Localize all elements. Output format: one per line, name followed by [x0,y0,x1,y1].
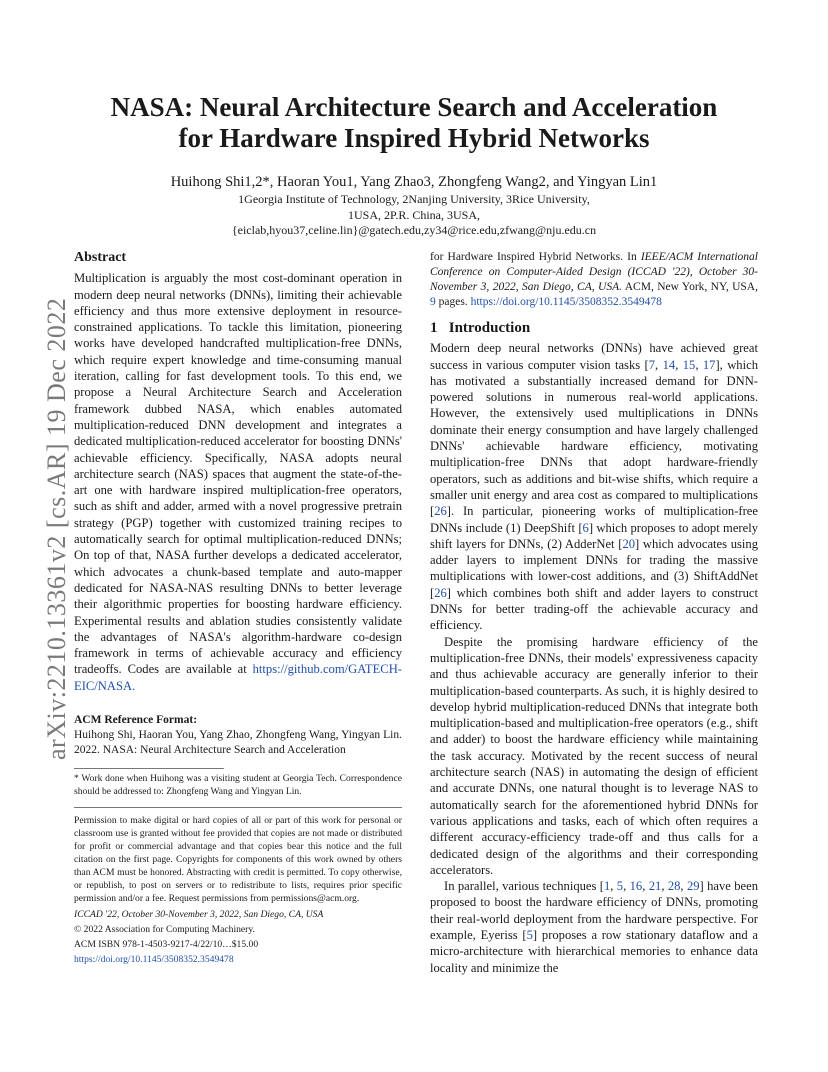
right-column [430,250,758,976]
intro-p1-f: ] which advocates using adder layers to implement DNNs for trading the massive multiplications with lower-cost additions, and (3) ShiftAddNet [ [430,536,758,600]
acm-ref-text: Huihong Shi, Haoran You, Yang Zhao, Zhongfeng Wang, Yingyan Lin. 2022. NASA: Neural Architecture Search and Acceleration [74,729,402,757]
acm-ref-heading: ACM Reference Format: [74,714,198,727]
title-line-1: NASA: Neural Architecture Search and Acceleration [110,92,718,122]
venue-line: ICCAD '22, October 30-November 3, 2022, San Diego, CA, USA [74,908,324,920]
citation-20[interactable]: 20 [622,536,636,551]
intro-p1-a: Modern deep neural networks (DNNs) have achieved great success in various computer vision tasks [ [430,341,758,372]
acm-ref-venue: IEEE/ACM International Conference on Computer-Aided Design (ICCAD '22), October 30-November 3, 2022, San Diego, CA, USA. [430,251,758,293]
isbn-line: ACM ISBN 978-1-4503-9217-4/22/10…$15.00 [74,938,259,950]
affiliations [0,192,828,239]
acm-ref-cont-a: for Hardware Inspired Hybrid Networks. In [430,251,641,263]
intro-heading-number: 1 [430,320,438,336]
acm-ref-continued [430,250,758,310]
intro-paragraph-2: Despite the promising hardware efficiency of the multiplication-free DNNs, their models' expressiveness capacity and thus achievable accuracy are generally inferior to their multiplication-based counterparts. As such, it is highly desired to develop hybrid multiplication-reduced DNNs that integrate both multiplication-based and multiplication-free operators (e.g., shift and adder) to boost the hardware efficiency while maintaining the task accuracy. Motivated by the recent success of neural architecture search (NAS) in automating the design of efficient and accurate DNNs, one natural thought is to leverage NAS to automatically search for the aforementioned hybrid DNNs for various applications and tasks, each of which often requires a different accuracy-efficiency trade-off and thus calls for a dedicated design of the algorithms and their corresponding accelerators. [430,634,758,877]
abstract-text [74,270,402,694]
citation-26b[interactable]: 26 [434,585,447,600]
citation-16[interactable]: 16 [629,879,643,894]
intro-p1-g: ] which combines both shift and adder layers to construct DNNs for better trading-off the achievable accuracy and efficiency. [430,585,758,633]
intro-p1-e: ] which proposes to adopt merely shift layers for DNNs, (2) AdderNet [ [430,520,758,551]
citation-29[interactable]: 29 [686,879,700,894]
citation-5b[interactable]: 5 [526,927,533,942]
footnote-rule [74,768,402,799]
permission-block [74,807,402,966]
citation-17[interactable]: 17 [702,357,716,372]
intro-p3-c: ] proposes a row stationary dataflow and a micro-architecture with hierarchical memories to enhance data locality and minimize the [430,927,758,975]
acm-ref-cont-c: pages. [435,296,471,308]
citation-28[interactable]: 28 [667,879,681,894]
citation-15[interactable]: 15 [682,357,696,372]
acm-doi-link[interactable]: https://doi.org/10.1145/3508352.3549478 [470,296,662,308]
intro-p3-b: ] have been proposed to boost the hardware efficiency of DNNs, promoting their real-world deployment from the hardware perspective. For example, Eyeriss [ [430,879,759,942]
author-list: Huihong Shi1,2*, Haoran You1, Yang Zhao3, Zhongfeng Wang2, and Yingyan Lin1 [170,174,658,190]
pages-link[interactable]: 9 [430,296,436,308]
citation-26[interactable]: 26 [434,504,447,519]
footnote-text: * Work done when Huihong was a visiting student at Georgia Tech. Correspondence should be addressed to: Zhongfeng Wang and Yingyan Lin. [74,773,402,798]
author-emails: {eiclab,hyou37,celine.lin}@gatech.edu,zy34@rice.edu,zfwang@nju.edu.cn [231,223,597,238]
intro-paragraph-1: Modern deep neural networks (DNNs) have achieved great success in various computer vision tasks [7, 14, 15, 17], which has motivated a substantially increased demand for DNN-powered solutions in numerous real-world applications. However, the extensively used multiplications in DNNs dominate their energy consumption and have largely challenged DNNs' achievable hardware efficiency, motivating multiplication-free DNNs that adopt hardware-friendly operators, such as additions and bit-wise shifts, which require a smaller unit energy and area cost as compared to multiplications [26]. In particular, pioneering works of multiplication-free DNNs include (1) DeepShift [6] which proposes to adopt merely shift layers for DNNs, (2) AdderNet [20] which advocates using adder layers to implement DNNs for trading the massive multiplications with lower-cost additions, and (3) ShiftAddNet [26] which combines both shift and adder layers to construct DNNs for better trading-off the achievable accuracy and efficiency. [430,341,758,633]
copyright-line: © 2022 Association for Computing Machinery. [74,923,255,935]
intro-paragraph-3: In parallel, various techniques [1, 5, 16, 21, 28, 29] have been proposed to boost the hardware efficiency of DNNs, promoting their real-world deployment from the hardware perspective. For example, Eyeriss [5] proposes a row stationary dataflow and a micro-architecture with hierarchical memories to enhance data locality and minimize the [430,879,759,975]
arxiv-sidebar [22,280,71,760]
paper-title [0,92,828,154]
acm-ref-cont-b: ACM, New York, NY, USA, [621,281,758,293]
citation-21[interactable]: 21 [648,879,662,894]
citation-6[interactable]: 6 [582,520,589,535]
intro-p3-a: In parallel, various techniques [ [444,879,604,894]
citation-1[interactable]: 1 [603,879,611,894]
citation-5[interactable]: 5 [616,879,624,894]
title-line-2: for Hardware Inspired Hybrid Networks [178,123,650,153]
intro-p1-b: ], which has motivated a substantially increased demand for DNN-powered solutions in numerous real-world applications. However, the extensively used multiplications in DNNs dominate their energy consumption and have largely challenged DNNs' achievable hardware efficiency, motivating multiplication-free DNNs that adopt hardware-friendly operators, such as additions and bit-wise shifts, which require a smaller unit energy and area cost as compared to multiplications [ [430,357,758,519]
citation-14[interactable]: 14 [662,357,676,372]
citation-7[interactable]: 7 [648,357,656,372]
abstract-body: Multiplication is arguably the most cost-dominant operation in modern deep neural networks (DNNs), limiting their achievable efficiency and thus more extensive deployment in resource-constrained applications. To tackle this limitation, pioneering works have developed handcrafted multiplication-free DNNs, which require expert knowledge and time-consuming manual iteration, calling for fast development tools. To this end, we propose a Neural Architecture Search and Acceleration framework dubbed NASA, which enables automated multiplication-reduced DNN development and integrates a dedicated multiplication-reduced accelerator for boosting DNNs' achievable efficiency. Specifically, NASA adopts neural architecture search (NAS) spaces that augment the state-of-the-art one with hardware inspired multiplication-free operators, such as shift and adder, armed with a novel progressive pretrain strategy (PGP) together with customized training recipes to automatically search for optimal multiplication-reduced DNNs; On top of that, NASA further develops a dedicated accelerator, which advocates a chunk-based template and auto-mapper dedicated for NASA-NAS resulting DNNs to better leverage their algorithmic properties for boosting hardware efficiency. Experimental results and ablation studies consistently validate the advantages of NASA's algorithm-hardware co-design framework in terms of achievable accuracy and efficiency tradeoffs. Codes are available at [74,271,402,677]
affiliation-institutions: 1Georgia Institute of Technology, 2Nanjing University, 3Rice University, [238,192,590,206]
left-column [74,250,402,968]
intro-heading [430,320,758,336]
permission-text: Permission to make digital or hard copies of all or part of this work for personal or classroom use is granted without fee provided that copies are not made or distributed for profit or commercial advantage and that copies bear this notice and the full citation on the first page. Copyrights for components of this work owned by others than ACM must be honored. Abstracting with credit is permitted. To copy otherwise, or republish, to post on servers or to redistribute to lists, requires prior specific permission and/or a fee. Request permissions from permissions@acm.org. [74,814,402,905]
abstract-heading: Abstract [74,250,127,265]
arxiv-id: arXiv:2210.13361v2 [cs.AR] 19 Dec 2022 [42,297,71,760]
doi-link[interactable]: https://doi.org/10.1145/3508352.3549478 [74,953,234,965]
intro-heading-text: Introduction [448,320,531,336]
code-link[interactable]: https://github.com/GATECH-EIC/NASA. [74,662,402,693]
intro-p1-d: ]. In particular, pioneering works of multiplication-free DNNs include (1) DeepShift [ [430,504,758,535]
affiliation-countries: 1USA, 2P.R. China, 3USA, [347,207,481,222]
